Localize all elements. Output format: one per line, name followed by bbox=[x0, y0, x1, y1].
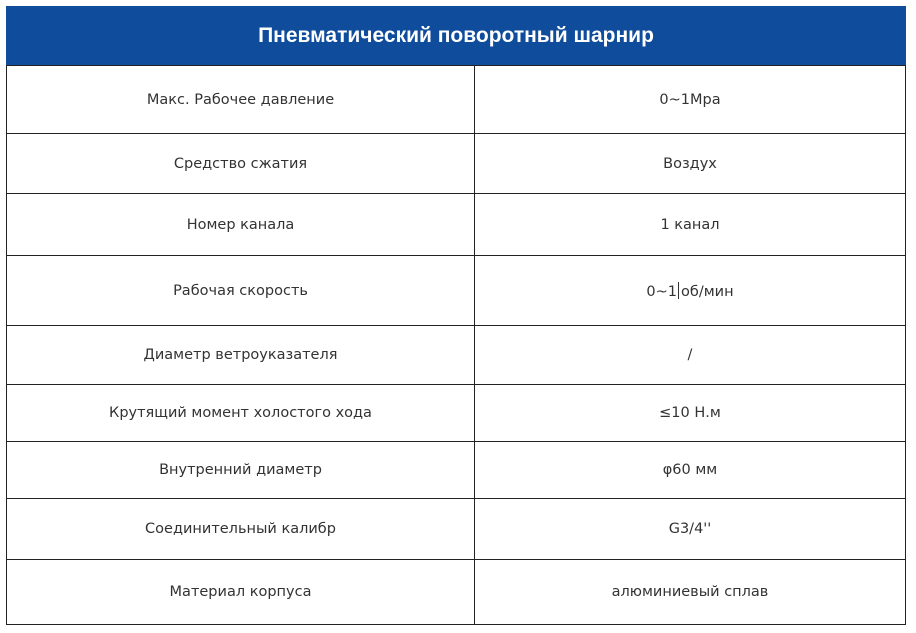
param-cell: Средство сжатия bbox=[7, 134, 475, 194]
spec-table bbox=[6, 6, 906, 625]
table-row bbox=[7, 134, 906, 194]
value-cell: 1 канал bbox=[475, 194, 906, 256]
param-cell: Соединительный калибр bbox=[7, 499, 475, 560]
value-cell bbox=[475, 256, 906, 326]
value-cell: Воздух bbox=[475, 134, 906, 194]
value-text: 0~1 bbox=[646, 283, 678, 300]
value-cell: 0~1Mpa bbox=[475, 66, 906, 134]
value-cell: G3/4'' bbox=[475, 499, 906, 560]
value-cell: φ60 мм bbox=[475, 442, 906, 499]
param-cell: Макс. Рабочее давление bbox=[7, 66, 475, 134]
value-cell: алюминиевый сплав bbox=[475, 560, 906, 625]
text-cursor bbox=[678, 282, 679, 299]
table-row bbox=[7, 385, 906, 442]
param-cell: Материал корпуса bbox=[7, 560, 475, 625]
table-row bbox=[7, 66, 906, 134]
param-cell: Диаметр ветроуказателя bbox=[7, 326, 475, 385]
table-title: Пневматический поворотный шарнир bbox=[7, 7, 906, 66]
param-cell: Внутренний диаметр bbox=[7, 442, 475, 499]
value-text: об/мин bbox=[681, 283, 734, 300]
table-row bbox=[7, 560, 906, 625]
param-cell: Номер канала bbox=[7, 194, 475, 256]
param-cell: Рабочая скорость bbox=[7, 256, 475, 326]
table-row bbox=[7, 499, 906, 560]
value-cell: / bbox=[475, 326, 906, 385]
value-cell: ≤10 Н.м bbox=[475, 385, 906, 442]
table-row bbox=[7, 326, 906, 385]
table-row bbox=[7, 442, 906, 499]
table-row bbox=[7, 194, 906, 256]
header-row bbox=[7, 7, 906, 66]
table-row bbox=[7, 256, 906, 326]
param-cell: Крутящий момент холостого хода bbox=[7, 385, 475, 442]
